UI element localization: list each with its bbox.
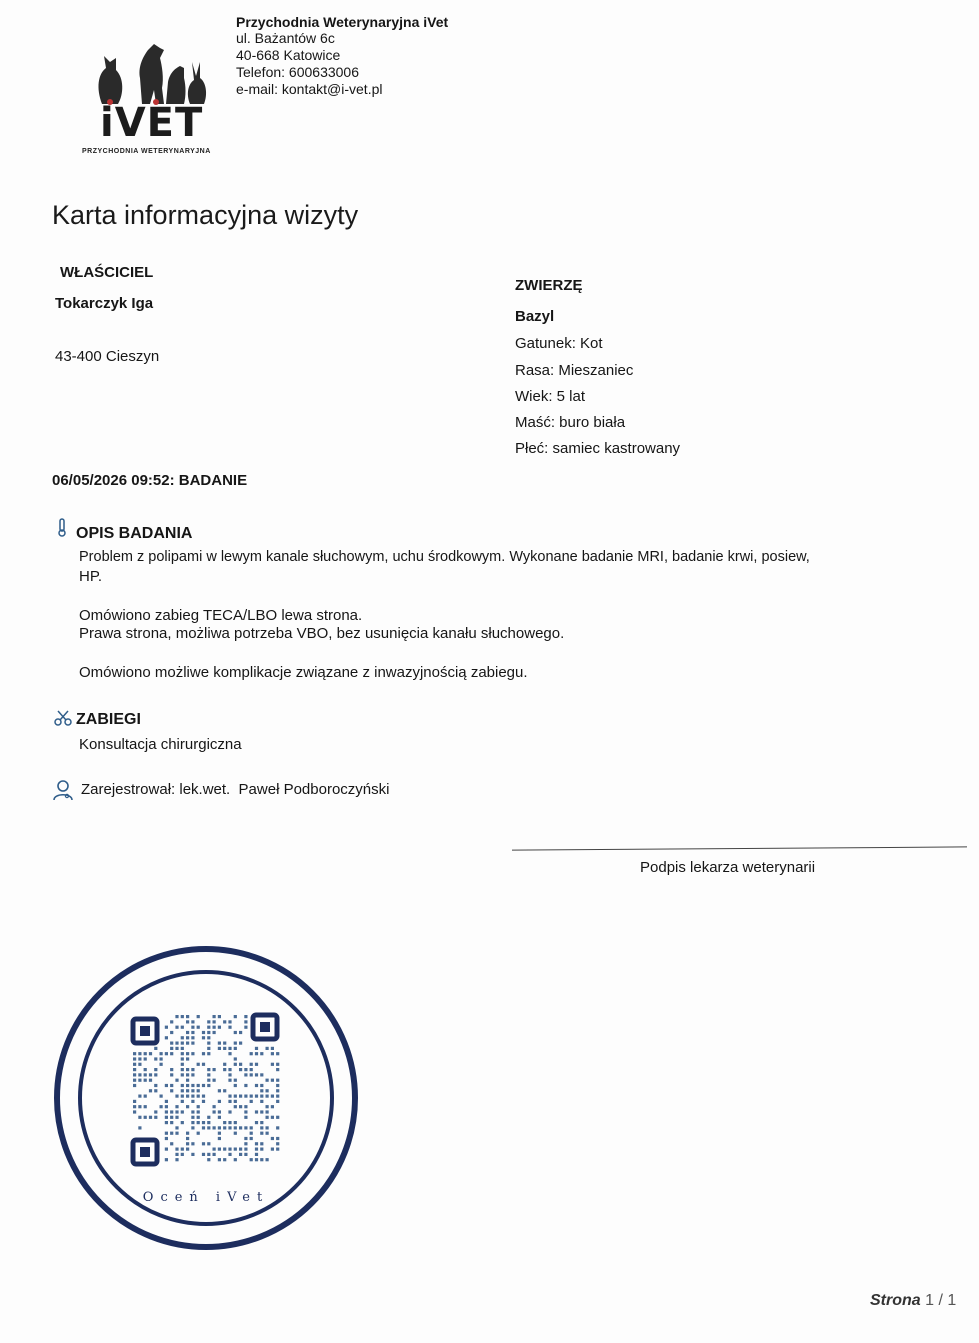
clinic-phone: Telefon: 600633006 <box>236 64 359 80</box>
clinic-city: 40-668 Katowice <box>236 47 341 63</box>
doctor-icon <box>52 779 74 801</box>
rating-stamp <box>53 945 359 1251</box>
clinic-info <box>236 14 448 98</box>
signature-line <box>512 846 967 850</box>
scissors-icon <box>54 709 72 727</box>
owner-address: 43-400 Cieszyn <box>55 348 160 365</box>
page-total: / 1 <box>938 1292 957 1309</box>
registered-by: Zarejestrował: lek.wet. Paweł Podboroczyński <box>81 781 390 798</box>
description-line-4: Prawa strona, możliwa potrzeba VBO, bez usunięcia kanału słuchowego. <box>79 625 565 642</box>
thermometer-icon <box>56 518 68 538</box>
clinic-name: Przychodnia Weterynaryjna iVet <box>236 14 449 30</box>
logo-subtext: PRZYCHODNIA WETERYNARYJNA <box>82 148 211 155</box>
animals-silhouette-icon <box>80 38 230 108</box>
animal-name: Bazyl <box>515 308 555 325</box>
logo-wordmark: iVET <box>100 100 204 146</box>
animal-heading: ZWIERZĘ <box>515 277 583 294</box>
owner-name: Tokarczyk Iga <box>55 295 154 312</box>
animal-breed: Rasa: Mieszaniec <box>515 362 634 379</box>
description-line-5: Omówiono możliwe komplikacje związane z inwazyjnością zabiegu. <box>79 664 528 681</box>
stamp-qr-icon <box>53 945 359 1251</box>
description-line-1: Problem z polipami w lewym kanale słuchowym, uchu środkowym. Wykonane badanie MRI, badanie krwi, posiew, <box>79 549 810 565</box>
animal-species: Gatunek: Kot <box>515 335 603 352</box>
animal-age: Wiek: 5 lat <box>515 388 586 405</box>
animal-coat: Maść: buro biała <box>515 414 626 431</box>
clinic-email: e-mail: kontakt@i-vet.pl <box>236 81 383 97</box>
page-label: Strona <box>870 1292 921 1309</box>
visit-header: 06/05/2026 09:52: BADANIE <box>52 472 248 489</box>
description-line-3: Omówiono zabieg TECA/LBO lewa strona. <box>79 607 363 624</box>
clinic-street: ul. Bażantów 6c <box>236 30 335 46</box>
clinic-logo <box>80 38 230 160</box>
procedure-item: Konsultacja chirurgiczna <box>79 736 242 753</box>
signature-label: Podpis lekarza weterynarii <box>640 859 816 876</box>
page-number: 1 <box>925 1292 935 1309</box>
owner-heading: WŁAŚCICIEL <box>60 264 154 281</box>
document-title: Karta informacyjna wizyty <box>52 200 359 230</box>
animal-sex: Płeć: samiec kastrowany <box>515 440 681 457</box>
description-line-2: HP. <box>79 568 103 585</box>
stamp-text: Oceń iVet <box>142 1190 270 1205</box>
description-heading: OPIS BADANIA <box>76 525 193 542</box>
procedures-heading: ZABIEGI <box>76 711 141 728</box>
page-indicator <box>870 1292 956 1310</box>
